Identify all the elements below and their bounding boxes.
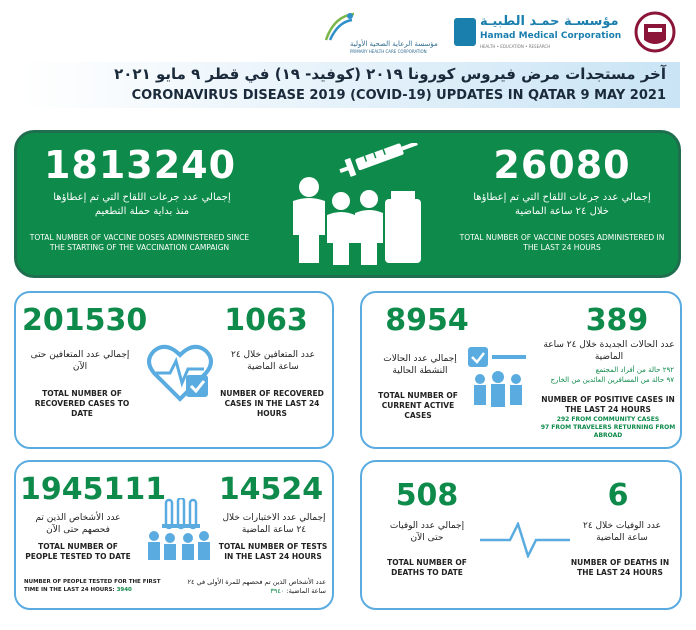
people-tested-label-en: TOTAL NUMBER OF PEOPLE TESTED TO DATE xyxy=(25,542,131,561)
moph-logo-icon xyxy=(630,10,680,54)
active-cases-value: 8954 xyxy=(385,303,469,338)
recovered-heart-icon xyxy=(144,341,216,405)
deaths-last24-label-ar: عدد الوفيات خلال ٢٤ ساعة الماضية xyxy=(583,521,661,543)
vaccination-people-icon xyxy=(279,143,439,271)
community-cases-en: 292 FROM COMMUNITY CASES xyxy=(556,416,660,423)
page-title-ar: آخر مستجدات مرض فيروس كورونا ٢٠١٩ (كوفيد- ١٩) في قطر ٩ مايو ٢٠٢١ xyxy=(114,65,666,83)
phcc-name-ar: مؤسسة الرعاية الصحية الأولية xyxy=(350,40,438,48)
first-time-tested-en xyxy=(24,578,170,594)
cases-panel xyxy=(360,291,682,449)
deaths-total-label-en: TOTAL NUMBER OF DEATHS TO DATE xyxy=(387,558,467,577)
phcc-name-en: PRIMARY HEALTH CARE CORPORATION xyxy=(350,49,427,54)
hmc-name-en: Hamad Medical Corporation xyxy=(480,31,622,41)
active-cases-label-en: TOTAL NUMBER OF CURRENT ACTIVE CASES xyxy=(378,391,458,420)
title-bar xyxy=(20,62,680,108)
community-cases-ar: ٢٩٢ حالة من أفراد المجتمع xyxy=(595,366,674,374)
deaths-last24-value: 6 xyxy=(607,478,629,513)
heartbeat-line-icon xyxy=(480,522,570,558)
deaths-total-value: 508 xyxy=(395,478,459,513)
page-title-en: CORONAVIRUS DISEASE 2019 (COVID-19) UPDATES IN QATAR 9 MAY 2021 xyxy=(131,88,666,103)
new-cases-label-ar: عدد الحالات الجديدة خلال ٢٤ ساعة الماضية xyxy=(543,340,675,362)
active-cases-people-icon xyxy=(466,345,532,409)
first-time-tested-value-ar: ٣٩٤٠ xyxy=(270,587,285,595)
hmc-name-ar: مؤسسـة حمـد الطبيـة xyxy=(480,14,619,29)
deaths-last24-label-en: NUMBER OF DEATHS IN THE LAST 24 HOURS xyxy=(570,558,670,577)
vaccine-total-value: 1813240 xyxy=(43,143,237,187)
vaccine-panel xyxy=(14,130,681,278)
test-tubes-people-icon xyxy=(144,498,216,562)
people-tested-value: 1945111 xyxy=(20,472,167,507)
deaths-total-label-ar: إجمالي عدد الوفيات حتى الآن xyxy=(389,521,465,543)
people-tested-label-ar: عدد الأشخاص الذين تم فحصهم حتى الآن xyxy=(35,513,121,535)
vaccine-total-label-ar: إجمالي عدد جرعات اللقاح التي تم إعطاؤها منذ بداية حملة التطعيم xyxy=(53,192,231,217)
tests-last24-label-ar: إجمالي عدد الاختبارات خلال ٢٤ ساعة الماضية xyxy=(222,513,326,535)
new-cases-label-en: NUMBER OF POSITIVE CASES IN THE LAST 24 HOURS xyxy=(541,395,675,414)
recovered-panel xyxy=(14,291,334,449)
tests-last24-label-en: TOTAL NUMBER OF TESTS IN THE LAST 24 HOURS xyxy=(218,542,328,561)
recovered-total-label-en: TOTAL NUMBER OF RECOVERED CASES TO DATE xyxy=(34,389,130,418)
traveler-cases-en: 97 FROM TRAVELERS RETURNING FROM ABROAD xyxy=(540,424,676,439)
phcc-logo-icon xyxy=(320,10,360,44)
hmc-tagline: HEALTH • EDUCATION • RESEARCH xyxy=(480,44,551,49)
recovered-total-label-ar: إجمالي عدد المتعافين حتى الآن xyxy=(30,350,130,372)
hmc-logo xyxy=(454,14,622,54)
recovered-last24-label-ar: عدد المتعافين خلال ٢٤ ساعة الماضية xyxy=(231,350,315,372)
vaccine-last24-label-ar: إجمالي عدد جرعات اللقاح التي تم إعطاؤها خلال ٢٤ ساعة الماضية xyxy=(473,192,651,217)
tests-panel xyxy=(14,460,334,610)
vaccine-total-label-en: TOTAL NUMBER OF VACCINE DOSES ADMINISTERED SINCE THE STARTING OF THE VACCINATION CAMPAIGN xyxy=(29,233,250,252)
vaccine-last24-label-en: TOTAL NUMBER OF VACCINE DOSES ADMINISTERED IN THE LAST 24 HOURS xyxy=(459,233,665,252)
traveler-cases-ar: ٩٧ حالة من المسافرين العائدين من الخارج xyxy=(550,376,674,384)
first-time-tested-label-ar: عدد الأشخاص الذين تم فحصهم للمرة الأولى في ٢٤ ساعة الماضية: xyxy=(187,578,326,595)
recovered-last24-label-en: NUMBER OF RECOVERED CASES IN THE LAST 24 HOURS xyxy=(220,389,324,418)
header xyxy=(0,0,696,60)
first-time-tested-value: 3940 xyxy=(116,587,132,593)
vaccine-last24-value: 26080 xyxy=(493,143,631,187)
recovered-total-value: 201530 xyxy=(22,303,148,338)
tests-last24-value: 14524 xyxy=(218,472,324,507)
deaths-panel xyxy=(360,460,682,610)
first-time-tested-ar xyxy=(178,578,326,596)
active-cases-label-ar: إجمالي عدد الحالات النشطة الحالية xyxy=(383,354,457,376)
new-cases-value: 389 xyxy=(585,303,649,338)
phcc-logo xyxy=(320,10,470,56)
first-time-tested-label-en: NUMBER OF PEOPLE TESTED FOR THE FIRST TIME IN THE LAST 24 HOURS: xyxy=(24,579,161,593)
recovered-last24-value: 1063 xyxy=(224,303,308,338)
